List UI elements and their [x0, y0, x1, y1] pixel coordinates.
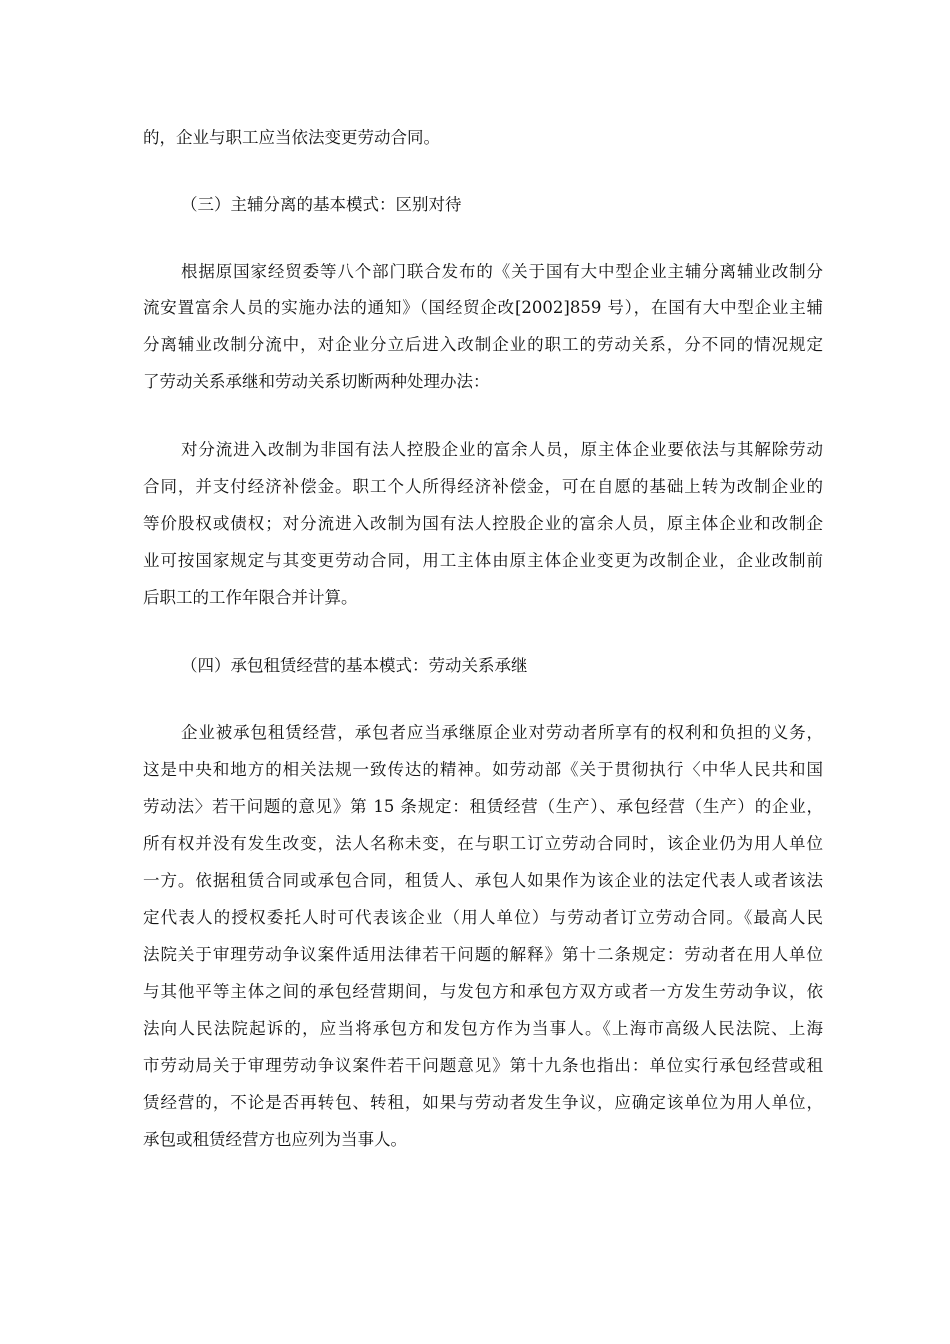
paragraph-line: 流安置富余人员的实施办法的通知》（国经贸企改[2002]859 号），在国有大中型企业主辅 [143, 298, 823, 317]
paragraph-line: 了劳动关系承继和劳动关系切断两种处理办法： [143, 372, 490, 391]
paragraph-line: 赁经营的，不论是否再转包、转租，如果与劳动者发生争议，应确定该单位为用人单位， [143, 1093, 823, 1112]
paragraph-line: 定代表人的授权委托人时可代表该企业（用人单位）与劳动者订立劳动合同。《最高人民 [143, 908, 823, 927]
paragraph-line: 劳动法〉若干问题的意见》第 15 条规定：租赁经营（生产）、承包经营（生产）的企业， [143, 797, 823, 816]
paragraph-line: 与其他平等主体之间的承包经营期间，与发包方和承包方双方或者一方发生劳动争议，依 [143, 982, 823, 1001]
section-heading: （四）承包租赁经营的基本模式：劳动关系承继 [181, 656, 528, 675]
paragraph-line: 企业被承包租赁经营，承包者应当承继原企业对劳动者所享有的权利和负担的义务， [181, 723, 823, 742]
paragraph-line: 一方。依据租赁合同或承包合同，租赁人、承包人如果作为该企业的法定代表人或者该法 [143, 871, 823, 890]
paragraph-line: 业可按国家规定与其变更劳动合同，用工主体由原主体企业变更为改制企业，企业改制前 [143, 551, 823, 570]
paragraph-line: 后职工的工作年限合并计算。 [143, 588, 358, 607]
paragraph-line: 法院关于审理劳动争议案件适用法律若干问题的解释》第十二条规定：劳动者在用人单位 [143, 945, 823, 964]
paragraph-line: 分离辅业改制分流中，对企业分立后进入改制企业的职工的劳动关系，分不同的情况规定 [143, 335, 823, 354]
paragraph-line: 承包或租赁经营方也应列为当事人。 [143, 1130, 407, 1149]
section-heading: （三）主辅分离的基本模式：区别对待 [181, 195, 462, 214]
paragraph-line: 合同，并支付经济补偿金。职工个人所得经济补偿金，可在自愿的基础上转为改制企业的 [143, 477, 823, 496]
paragraph-line: 根据原国家经贸委等八个部门联合发布的《关于国有大中型企业主辅分离辅业改制分 [181, 262, 823, 281]
paragraph-line: 所有权并没有发生改变，法人名称未变，在与职工订立劳动合同时，该企业仍为用人单位 [143, 834, 823, 853]
paragraph-line: 对分流进入改制为非国有法人控股企业的富余人员，原主体企业要依法与其解除劳动 [181, 440, 823, 459]
paragraph-line: 等价股权或债权；对分流进入改制为国有法人控股企业的富余人员，原主体企业和改制企 [143, 514, 823, 533]
paragraph-line: 这是中央和地方的相关法规一致传达的精神。如劳动部《关于贯彻执行〈中华人民共和国 [143, 760, 823, 779]
paragraph-line: 法向人民法院起诉的，应当将承包方和发包方作为当事人。《上海市高级人民法院、上海 [143, 1019, 823, 1038]
paragraph-line: 市劳动局关于审理劳动争议案件若干问题意见》第十九条也指出：单位实行承包经营或租 [143, 1056, 823, 1075]
paragraph-line: 的，企业与职工应当依法变更劳动合同。 [143, 128, 440, 147]
